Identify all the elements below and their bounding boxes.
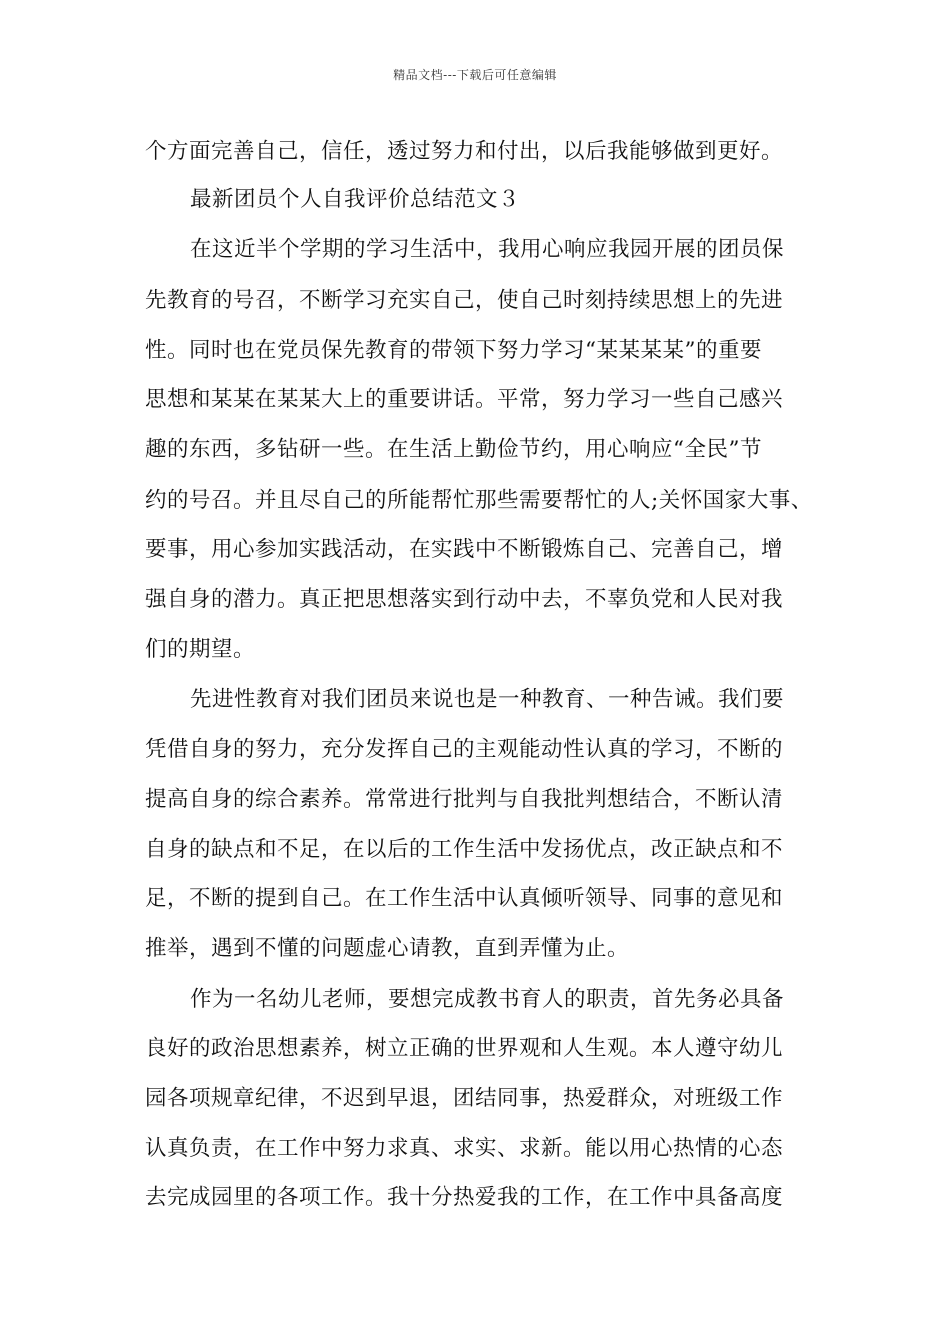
text-line: 先教育的号召，不断学习充实自己，使自己时刻持续思想上的先进 bbox=[145, 288, 784, 313]
text-line: 作为一名幼儿老师，要想完成教书育人的职责，首先务必具备 bbox=[190, 987, 785, 1012]
text-line: 趣的东西，多钻研一些。在生活上勤俭节约，用心响应“全民”节 bbox=[145, 437, 762, 462]
text-line: 良好的政治思想素养，树立正确的世界观和人生观。本人遵守幼儿 bbox=[145, 1036, 784, 1061]
page-header: 精品文档---下载后可任意编辑 bbox=[393, 68, 557, 82]
text-line: 推举，遇到不懂的问题虚心请教，直到弄懂为止。 bbox=[145, 936, 630, 961]
text-line: 要事，用心参加实践活动，在实践中不断锻炼自己、完善自己，增 bbox=[145, 537, 784, 562]
text-line: 约的号召。并且尽自己的所能帮忙那些需要帮忙的人;关怀国家大事、 bbox=[145, 488, 813, 513]
text-line: 凭借自身的努力，充分发挥自己的主观能动性认真的学习，不断的 bbox=[145, 737, 784, 762]
text-line: 去完成园里的各项工作。我十分热爱我的工作，在工作中具备高度 bbox=[145, 1185, 784, 1210]
text-line: 认真负责，在工作中努力求真、求实、求新。能以用心热情的心态 bbox=[145, 1136, 784, 1161]
text-line: 性。同时也在党员保先教育的带领下努力学习“某某某某”的重要 bbox=[145, 338, 762, 363]
text-line: 在这近半个学期的学习生活中，我用心响应我园开展的团员保 bbox=[190, 237, 785, 262]
text-line: 个方面完善自己，信任，透过努力和付出，以后我能够做到更好。 bbox=[145, 139, 784, 164]
text-line: 思想和某某在某某大上的重要讲话。平常，努力学习一些自己感兴 bbox=[145, 387, 784, 412]
text-line: 提高自身的综合素养。常常进行批判与自我批判想结合，不断认清 bbox=[145, 787, 784, 812]
text-line: 园各项规章纪律，不迟到早退，团结同事，热爱群众，对班级工作 bbox=[145, 1086, 784, 1111]
text-line: 强自身的潜力。真正把思想落实到行动中去，不辜负党和人民对我 bbox=[145, 587, 784, 612]
text-line: 足，不断的提到自己。在工作生活中认真倾听领导、同事的意见和 bbox=[145, 886, 784, 911]
text-line: 自身的缺点和不足，在以后的工作生活中发扬优点，改正缺点和不 bbox=[145, 837, 784, 862]
text-line: 们的期望。 bbox=[145, 637, 256, 662]
section-heading: 最新团员个人自我评价总结范文３ bbox=[190, 187, 521, 212]
text-line: 先进性教育对我们团员来说也是一种教育、一种告诫。我们要 bbox=[190, 687, 785, 712]
